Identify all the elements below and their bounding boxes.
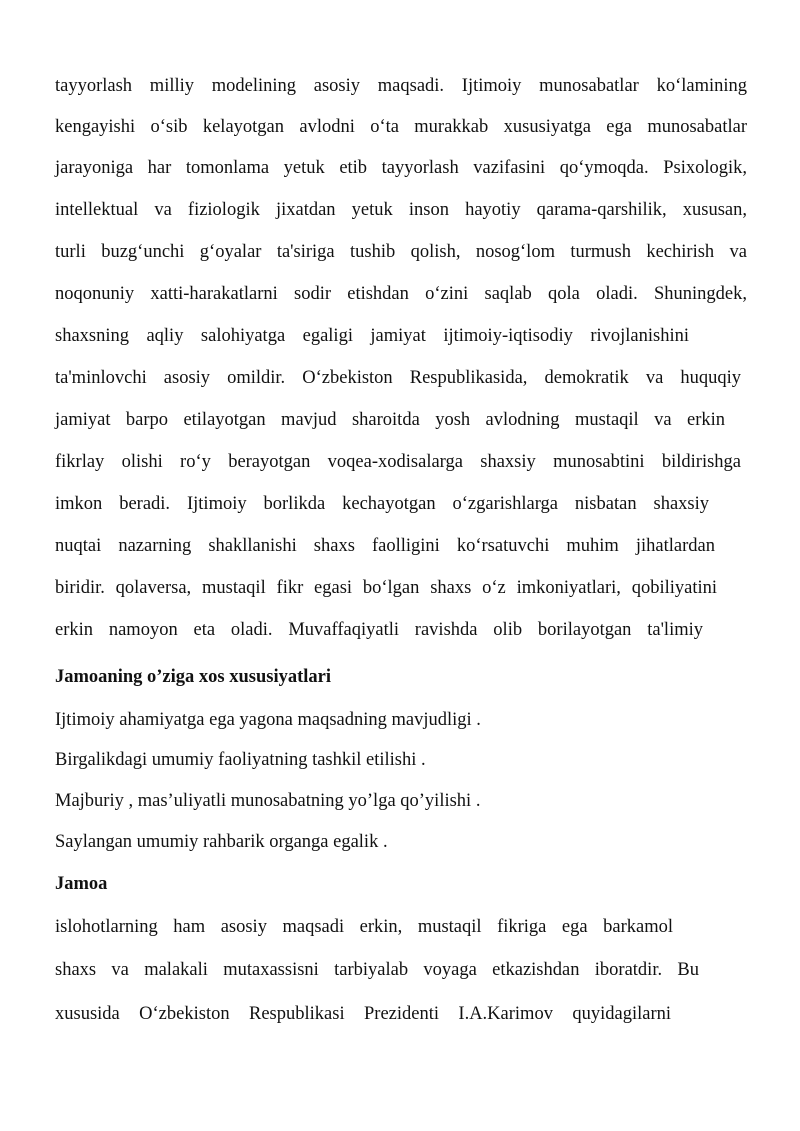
section-heading: Jamoa bbox=[55, 874, 108, 894]
paragraph-line: tayyorlash milliy modelining asosiy maqsadi. Ijtimoiy munosabatlar ko‘lamining bbox=[55, 76, 747, 96]
paragraph-line: imkon beradi. Ijtimoiy borlikda kechayotgan o‘zgarishlarga nisbatan shaxsiy bbox=[55, 494, 709, 514]
list-item: Birgalikdagi umumiy faoliyatning tashkil etilishi . bbox=[55, 750, 426, 770]
paragraph-line: shaxs va malakali mutaxassisni tarbiyalab voyaga etkazishdan iboratdir. Bu bbox=[55, 960, 699, 980]
paragraph-line: intellektual va fiziologik jixatdan yetuk inson hayotiy qarama-qarshilik, xususan, bbox=[55, 200, 747, 220]
paragraph-line: noqonuniy xatti-harakatlarni sodir etishdan o‘zini saqlab qola oladi. Shuningdek, bbox=[55, 284, 747, 304]
paragraph-line: ta'minlovchi asosiy omildir. O‘zbekiston Respublikasida, demokratik va huquqiy bbox=[55, 368, 741, 388]
list-item: Ijtimoiy ahamiyatga ega yagona maqsadning mavjudligi . bbox=[55, 710, 481, 730]
paragraph-line: biridir. qolaversa, mustaqil fikr egasi bo‘lgan shaxs o‘z imkoniyatlari, qobiliyatini bbox=[55, 578, 717, 598]
list-item: Majburiy , mas’uliyatli munosabatning yo’lga qo’yilishi . bbox=[55, 791, 481, 811]
paragraph-line: islohotlarning ham asosiy maqsadi erkin, mustaqil fikriga ega barkamol bbox=[55, 917, 673, 937]
paragraph-line: xususida O‘zbekiston Respublikasi Prezidenti I.A.Karimov quyidagilarni bbox=[55, 1004, 671, 1024]
paragraph-line: shaxsning aqliy salohiyatga egaligi jamiyat ijtimoiy-iqtisodiy rivojlanishini bbox=[55, 326, 689, 346]
paragraph-line: turli buzg‘unchi g‘oyalar ta'siriga tushib qolish, nosog‘lom turmush kechirish va bbox=[55, 242, 747, 262]
list-item: Saylangan umumiy rahbarik organga egalik . bbox=[55, 832, 388, 852]
paragraph-line: jamiyat barpo etilayotgan mavjud sharoitda yosh avlodning mustaqil va erkin bbox=[55, 410, 725, 430]
paragraph-line: erkin namoyon eta oladi. Muvaffaqiyatli ravishda olib borilayotgan ta'limiy bbox=[55, 620, 703, 640]
paragraph-line: jarayoniga har tomonlama yetuk etib tayyorlash vazifasini qo‘ymoqda. Psixologik, bbox=[55, 158, 747, 178]
paragraph-line: nuqtai nazarning shakllanishi shaxs faolligini ko‘rsatuvchi muhim jihatlardan bbox=[55, 536, 715, 556]
section-heading: Jamoaning o’ziga xos xususiyatlari bbox=[55, 667, 331, 687]
paragraph-line: fikrlay olishi ro‘y berayotgan voqea-xodisalarga shaxsiy munosabtini bildirishga bbox=[55, 452, 741, 472]
paragraph-line: kengayishi o‘sib kelayotgan avlodni o‘ta murakkab xususiyatga ega munosabatlar bbox=[55, 117, 747, 137]
